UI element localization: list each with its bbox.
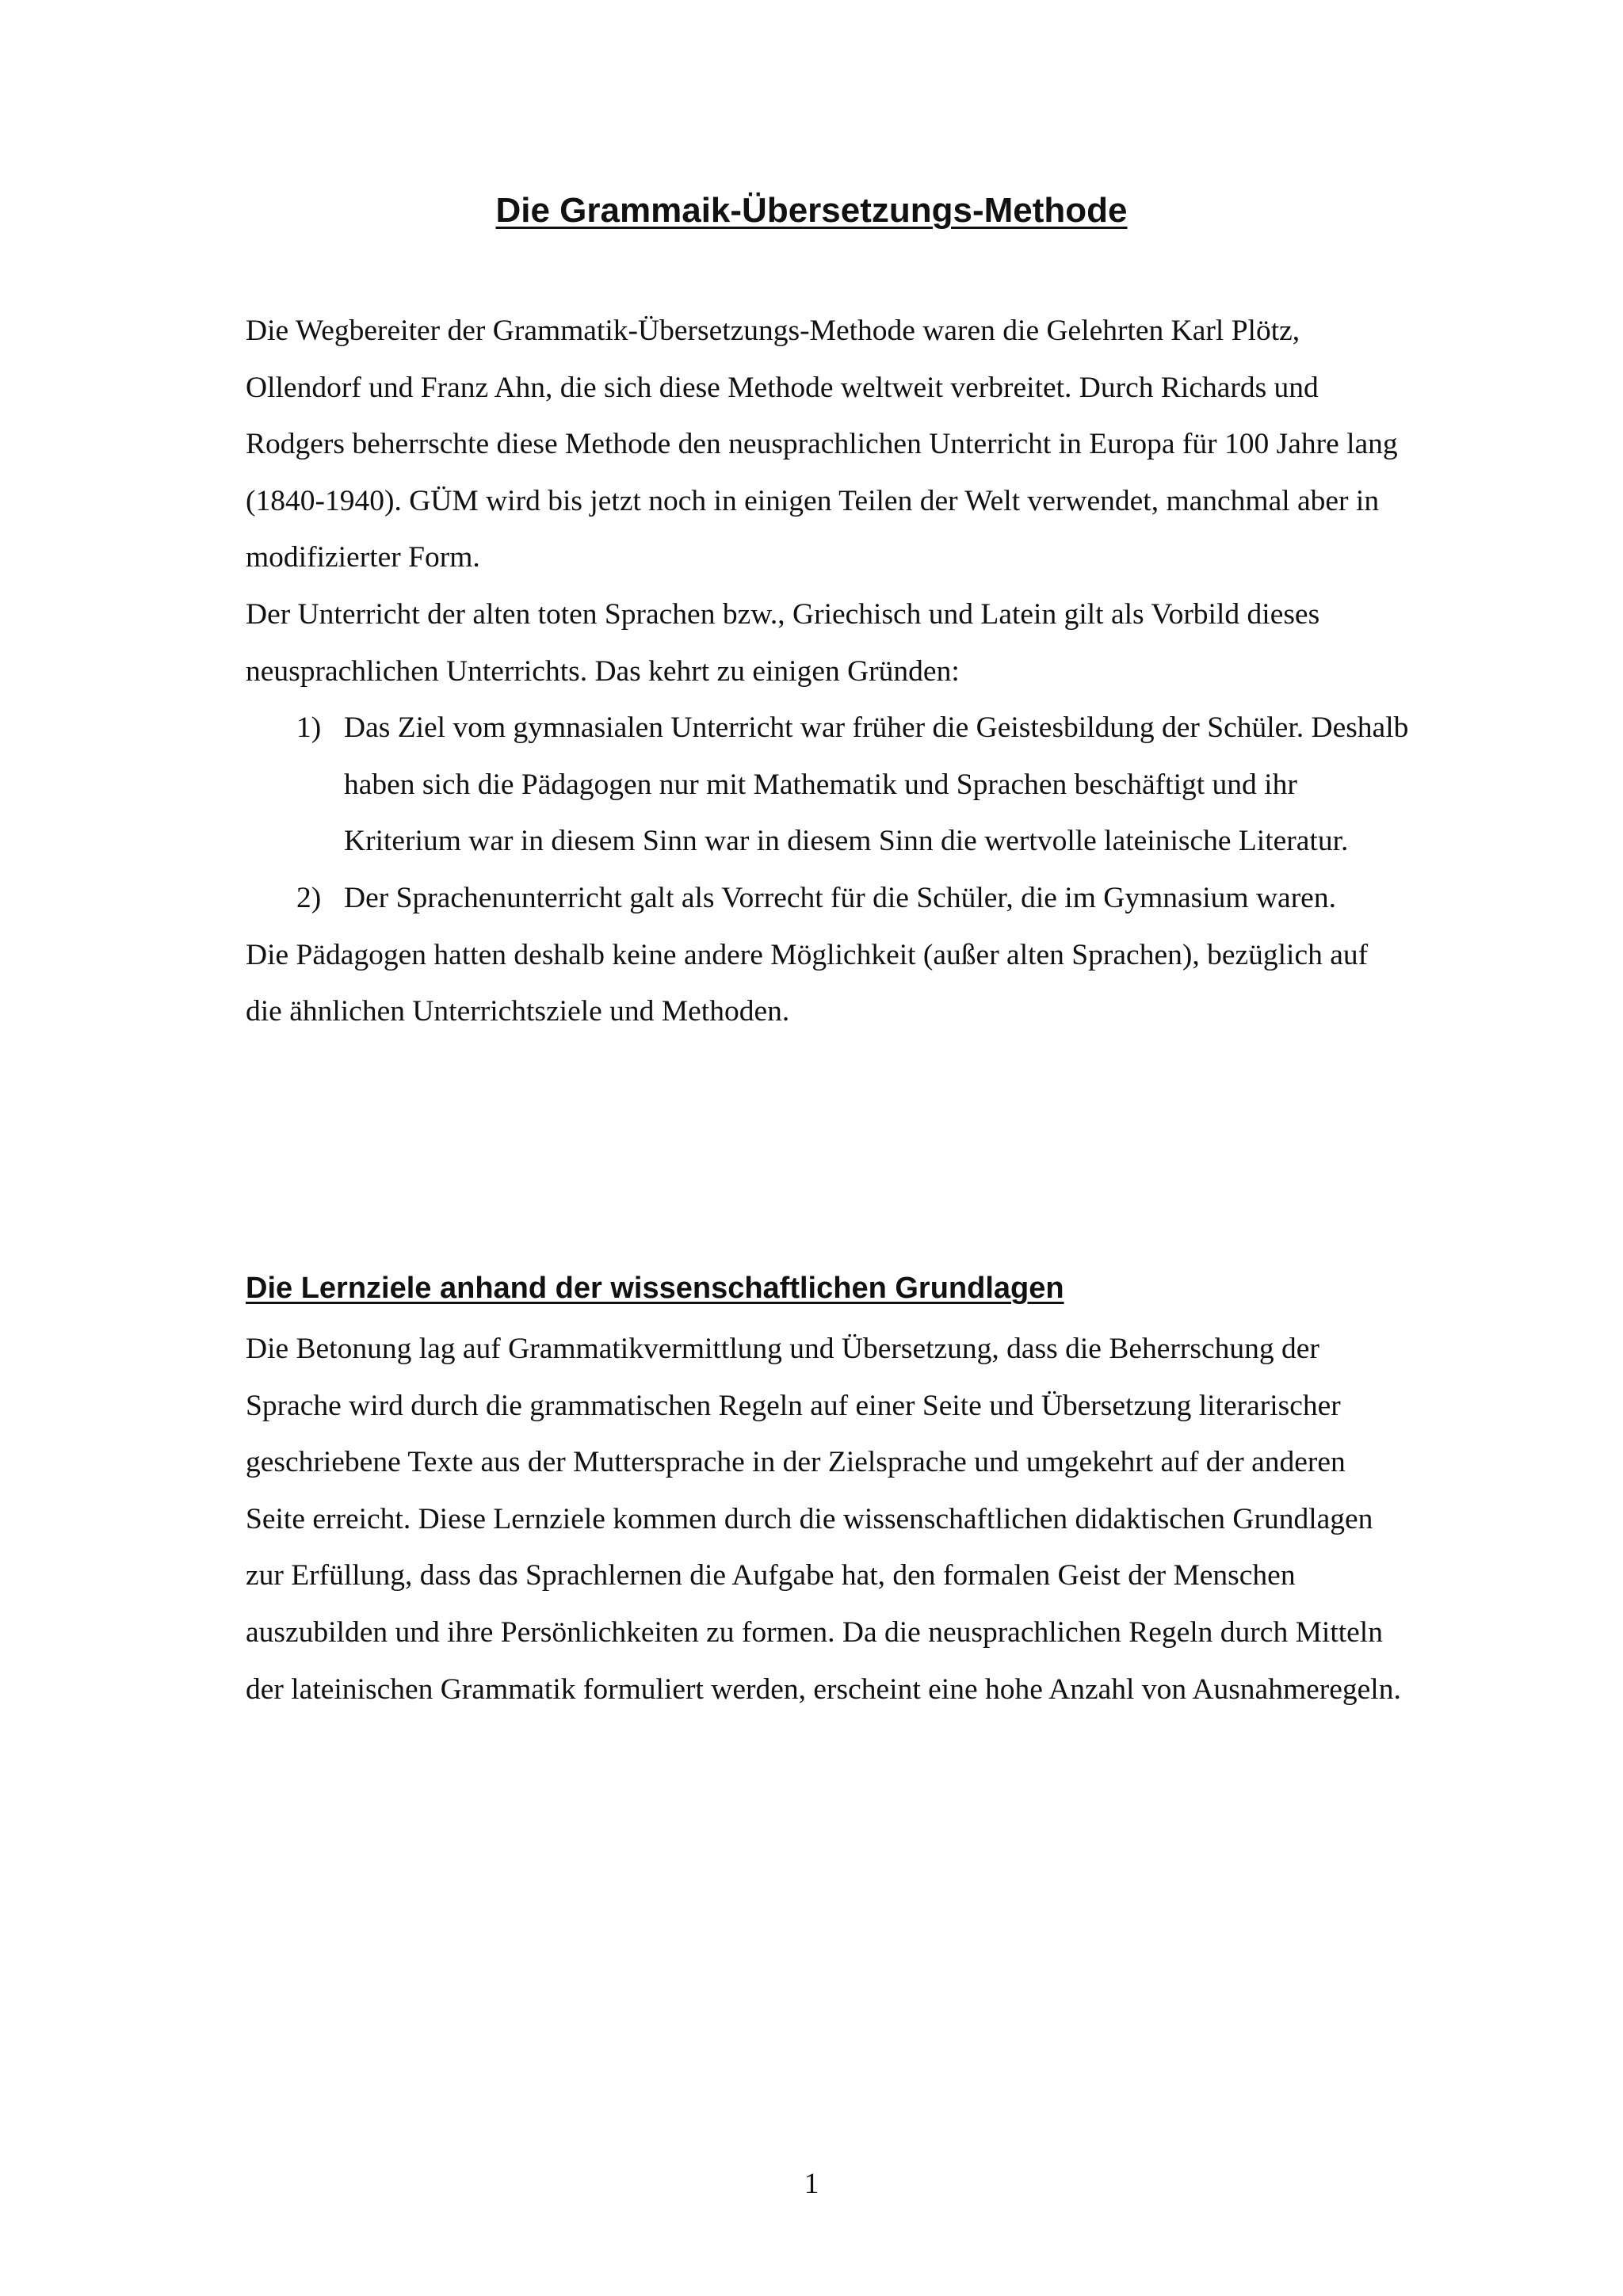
intro-section (246, 303, 1411, 1040)
list-item-number: 2) (296, 881, 322, 914)
intro-paragraph-2: Der Unterricht der alten toten Sprachen bzw., Griechisch und Latein gilt als Vorbild dieses neusprachlichen Unterrichts. Das kehrt zu einigen Gründen: (246, 597, 1320, 688)
list-item-text: Der Sprachenunterricht galt als Vorrecht für die Schüler, die im Gymnasium waren. (344, 881, 1336, 914)
list-item-text: Das Ziel vom gymnasialen Unterricht war früher die Geistesbildung der Schüler. Deshalb haben sich die Pädagogen nur mit Mathematik und Sprachen beschäftigt und ihr Kriterium war in diesem Sinn war in diesem Sinn die wertvolle lateinische Literatur. (344, 711, 1409, 858)
document-title: Die Grammaik-Übersetzungs-Methode (495, 191, 1128, 230)
list-item (246, 700, 1411, 870)
intro-paragraph-1: Die Wegbereiter der Grammatik-Übersetzungs-Methode waren die Gelehrten Karl Plötz, Ollendorf und Franz Ahn, die sich diese Methode weltweit verbreitet. Durch Richards und Rodgers beherrschte diese Methode den neusprachlichen Unterricht in Europa für 100 Jahre lang (1840-1940). GÜM wird bis jetzt noch in einigen Teilen der Welt verwendet, manchmal aber in modifizierter Form. (246, 315, 1398, 574)
list-item-number: 1) (296, 711, 322, 745)
reasons-list (246, 700, 1411, 926)
list-item (246, 870, 1411, 927)
lernziele-section (246, 1321, 1411, 1718)
section-paragraph: Die Betonung lag auf Grammatikvermittlung und Übersetzung, dass die Beherrschung der Sprache wird durch die grammatischen Regeln auf einer Seite und Übersetzung literarischer geschriebene Texte aus der Muttersprache in der Zielsprache und umgekehrt auf der anderen Seite erreicht. Diese Lernziele kommen durch die wissenschaftlichen didaktischen Grundlagen zur Erfüllung, dass das Sprachlernen die Aufgabe hat, den formalen Geist der Menschen auszubilden und ihre Persönlichkeiten zu formen. Da die neusprachlichen Regeln durch Mitteln der lateinischen Grammatik formuliert werden, erscheint eine hohe Anzahl von Ausnahmeregeln. (246, 1333, 1401, 1706)
page-number: 1 (804, 2168, 819, 2200)
section-heading: Die Lernziele anhand der wissenschaftlichen Grundlagen (246, 1272, 1064, 1305)
intro-paragraph-3: Die Pädagogen hatten deshalb keine andere Möglichkeit (außer alten Sprachen), bezüglich auf die ähnlichen Unterrichtsziele und Methoden. (246, 938, 1369, 1028)
